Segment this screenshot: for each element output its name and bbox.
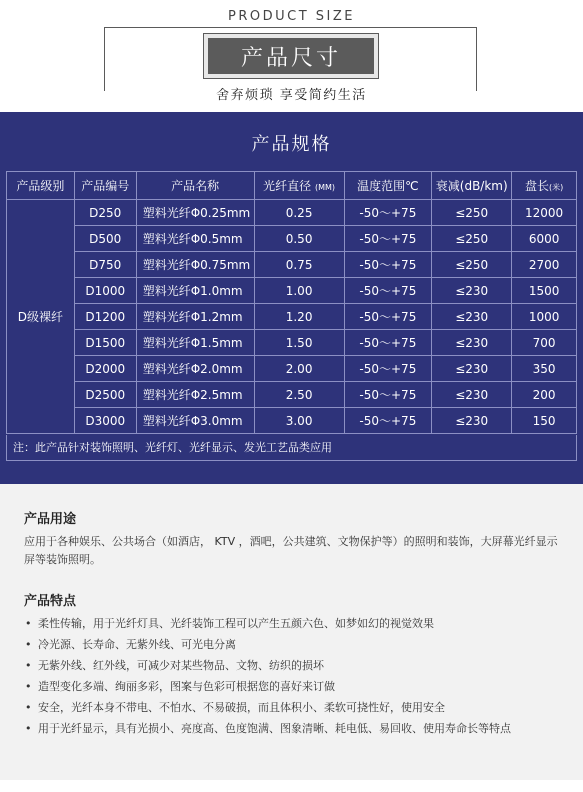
feature-item: • 安全，光纤本身不带电、不怕水、不易破损，而且体积小、柔软可挠性好，使用安全 (24, 699, 564, 716)
header-title-box: 产品尺寸 (204, 34, 378, 78)
col-header-temp: 温度范围℃ (344, 172, 432, 200)
col-header-name: 产品名称 (136, 172, 254, 200)
cell-diameter: 3.00 (254, 408, 344, 434)
usage-title: 产品用途 (24, 512, 77, 527)
cell-temp: -50～+75 (344, 356, 432, 382)
spec-title: 产品规格 (251, 134, 332, 155)
cell-name: 塑料光纤Φ0.5mm (136, 226, 254, 252)
cell-name: 塑料光纤Φ1.0mm (136, 278, 254, 304)
features-title: 产品特点 (24, 594, 77, 609)
cell-temp: -50～+75 (344, 252, 432, 278)
cell-length: 350 (512, 356, 577, 382)
spec-header-row (7, 172, 577, 200)
cell-diameter: 2.00 (254, 356, 344, 382)
cell-code: D500 (74, 226, 136, 252)
cell-diameter: 2.50 (254, 382, 344, 408)
cell-atten: ≤230 (432, 278, 512, 304)
cell-diameter: 0.75 (254, 252, 344, 278)
cell-name: 塑料光纤Φ1.2mm (136, 304, 254, 330)
cell-length: 1000 (512, 304, 577, 330)
col-header-atten: 衰减(dB/km) (432, 172, 512, 200)
cell-atten: ≤250 (432, 226, 512, 252)
spec-row (7, 356, 577, 382)
spec-table-body (7, 200, 577, 434)
col-header-length: 盘长(米) (512, 172, 577, 200)
feature-item: • 造型变化多端、绚丽多彩，图案与色彩可根据您的喜好来订做 (24, 678, 564, 695)
cell-code: D250 (74, 200, 136, 226)
info-section (0, 484, 583, 780)
cell-atten: ≤230 (432, 356, 512, 382)
cell-length: 6000 (512, 226, 577, 252)
cell-code: D1000 (74, 278, 136, 304)
cell-temp: -50～+75 (344, 304, 432, 330)
feature-item: • 用于光纤显示，具有光损小、亮度高、色度饱满、图象清晰、耗电低、易回收、使用寿命长等特点 (24, 720, 564, 737)
cell-name: 塑料光纤Φ0.75mm (136, 252, 254, 278)
cell-name: 塑料光纤Φ1.5mm (136, 330, 254, 356)
cell-temp: -50～+75 (344, 278, 432, 304)
header-subtitle: 舍弃烦琐 享受简约生活 (206, 88, 377, 103)
bottom-band (0, 780, 583, 792)
cell-name: 塑料光纤Φ0.25mm (136, 200, 254, 226)
spec-panel (0, 112, 583, 484)
spec-row (7, 304, 577, 330)
cell-length: 1500 (512, 278, 577, 304)
cell-diameter: 1.00 (254, 278, 344, 304)
cell-atten: ≤230 (432, 408, 512, 434)
cell-code: D2500 (74, 382, 136, 408)
cell-diameter: 0.50 (254, 226, 344, 252)
spec-table (6, 171, 577, 434)
cell-length: 12000 (512, 200, 577, 226)
cell-length: 2700 (512, 252, 577, 278)
cell-length: 150 (512, 408, 577, 434)
feature-item: • 无紫外线、红外线，可减少对某些物品、文物、纺织的损坏 (24, 657, 564, 674)
cell-name: 塑料光纤Φ3.0mm (136, 408, 254, 434)
cell-code: D2000 (74, 356, 136, 382)
cell-name: 塑料光纤Φ2.0mm (136, 356, 254, 382)
cell-atten: ≤230 (432, 382, 512, 408)
cell-temp: -50～+75 (344, 408, 432, 434)
feature-item: • 冷光源、长寿命、无紫外线、可光电分离 (24, 636, 564, 653)
spec-row (7, 278, 577, 304)
cell-temp: -50～+75 (344, 226, 432, 252)
header-english-title: PRODUCT SIZE (228, 9, 355, 24)
spec-row (7, 330, 577, 356)
usage-text: 应用于各种娱乐、公共场合（如酒店， KTV ，酒吧，公共建筑、文物保护等）的照明和装饰，大屏幕光纤显示 屏等装饰照明。 (24, 535, 558, 566)
cell-code: D750 (74, 252, 136, 278)
cell-diameter: 1.20 (254, 304, 344, 330)
spec-row (7, 382, 577, 408)
header-subtitle-wrap (0, 84, 583, 103)
cell-code: D1500 (74, 330, 136, 356)
cell-atten: ≤230 (432, 304, 512, 330)
cell-length: 200 (512, 382, 577, 408)
cell-temp: -50～+75 (344, 382, 432, 408)
cell-temp: -50～+75 (344, 200, 432, 226)
cell-code: D3000 (74, 408, 136, 434)
cell-code: D1200 (74, 304, 136, 330)
features-list (24, 615, 564, 741)
feature-item: • 柔性传输，用于光纤灯具、光纤装饰工程可以产生五颜六色、如梦如幻的视觉效果 (24, 615, 564, 632)
col-header-code: 产品编号 (74, 172, 136, 200)
spec-note: 注：此产品针对装饰照明、光纤灯、光纤显示、发光工艺品类应用 (6, 435, 577, 461)
col-header-diameter: 光纤直径 (MM) (254, 172, 344, 200)
col-header-level: 产品级别 (7, 172, 75, 200)
cell-length: 700 (512, 330, 577, 356)
cell-diameter: 1.50 (254, 330, 344, 356)
cell-level: D级裸纤 (7, 200, 75, 434)
cell-atten: ≤230 (432, 330, 512, 356)
spec-row (7, 252, 577, 278)
cell-diameter: 0.25 (254, 200, 344, 226)
spec-row (7, 200, 577, 226)
cell-temp: -50～+75 (344, 330, 432, 356)
spec-row (7, 226, 577, 252)
spec-row (7, 408, 577, 434)
cell-atten: ≤250 (432, 200, 512, 226)
product-size-header (0, 0, 583, 112)
cell-name: 塑料光纤Φ2.5mm (136, 382, 254, 408)
cell-atten: ≤250 (432, 252, 512, 278)
